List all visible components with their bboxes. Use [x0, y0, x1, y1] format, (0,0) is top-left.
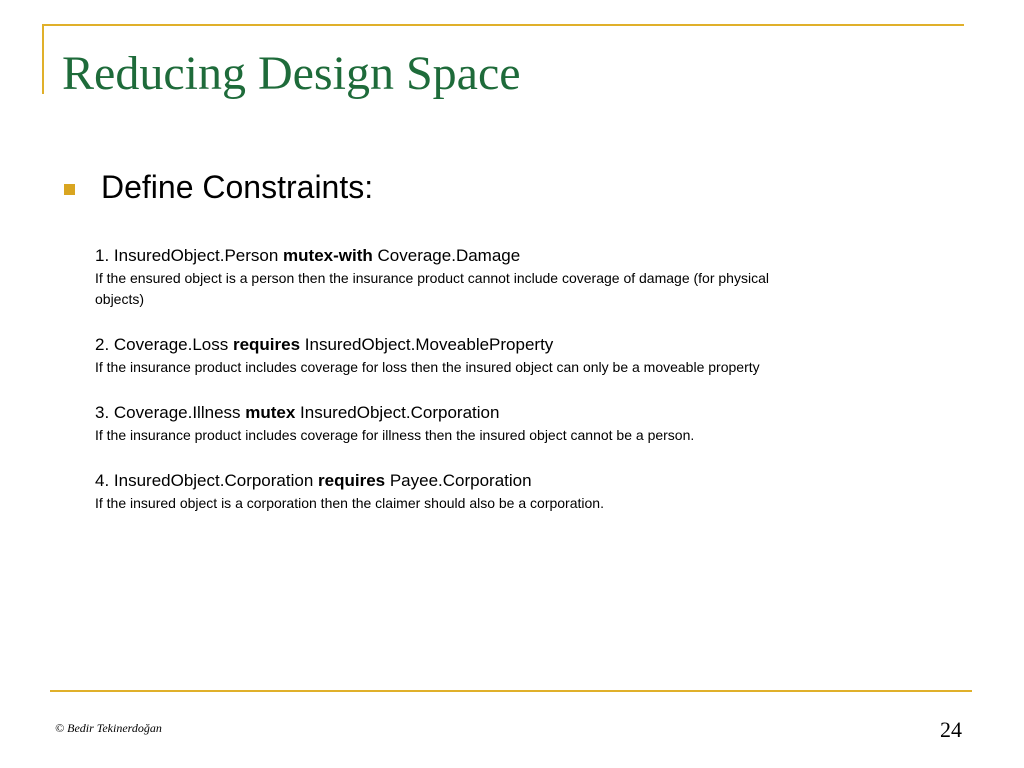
constraint-keyword: mutex-with: [283, 246, 373, 265]
constraint-prefix: 1. InsuredObject.Person: [95, 246, 284, 265]
bullet-heading: Define Constraints:: [101, 169, 374, 205]
page-number: 24: [940, 717, 962, 742]
constraint-prefix: 4. InsuredObject.Corporation: [95, 471, 319, 490]
constraint-prefix: 3. Coverage.Illness: [95, 403, 246, 422]
constraint-description: If the insured object is a corporation then the claimer should also be a corporation.: [95, 495, 604, 511]
constraint-rule: [95, 333, 855, 357]
constraint-rule: [95, 244, 855, 268]
constraint-suffix: InsuredObject.Corporation: [295, 403, 500, 422]
constraint-suffix: InsuredObject.MoveableProperty: [300, 335, 554, 354]
constraint-keyword: requires: [232, 335, 301, 354]
constraint-item: [95, 244, 855, 310]
constraint-rule: [95, 469, 855, 493]
left-frame-line: [42, 24, 44, 94]
constraint-keyword: mutex: [245, 403, 296, 422]
square-bullet-icon: [64, 184, 75, 195]
footer-divider: [50, 690, 972, 692]
top-frame-line: [42, 24, 964, 26]
copyright-text: © Bedir Tekinerdoğan: [55, 721, 162, 735]
constraint-description: If the insurance product includes coverage for loss then the insured object can only be a moveable property: [95, 359, 760, 375]
constraint-description: If the insurance product includes coverage for illness then the insured object cannot be a person.: [95, 427, 695, 443]
constraint-suffix: Coverage.Damage: [372, 246, 521, 265]
constraint-item: [95, 333, 855, 378]
constraint-rule: [95, 401, 855, 425]
constraint-prefix: 2. Coverage.Loss: [95, 335, 233, 354]
constraint-suffix: Payee.Corporation: [385, 471, 532, 490]
constraint-description: If the ensured object is a person then the insurance product cannot include coverage of damage (for physical objects): [95, 270, 769, 307]
constraint-item: [95, 401, 855, 446]
constraint-keyword: requires: [318, 471, 386, 490]
constraint-list: [95, 244, 855, 537]
constraint-item: [95, 469, 855, 514]
slide-title: Reducing Design Space: [62, 47, 521, 100]
